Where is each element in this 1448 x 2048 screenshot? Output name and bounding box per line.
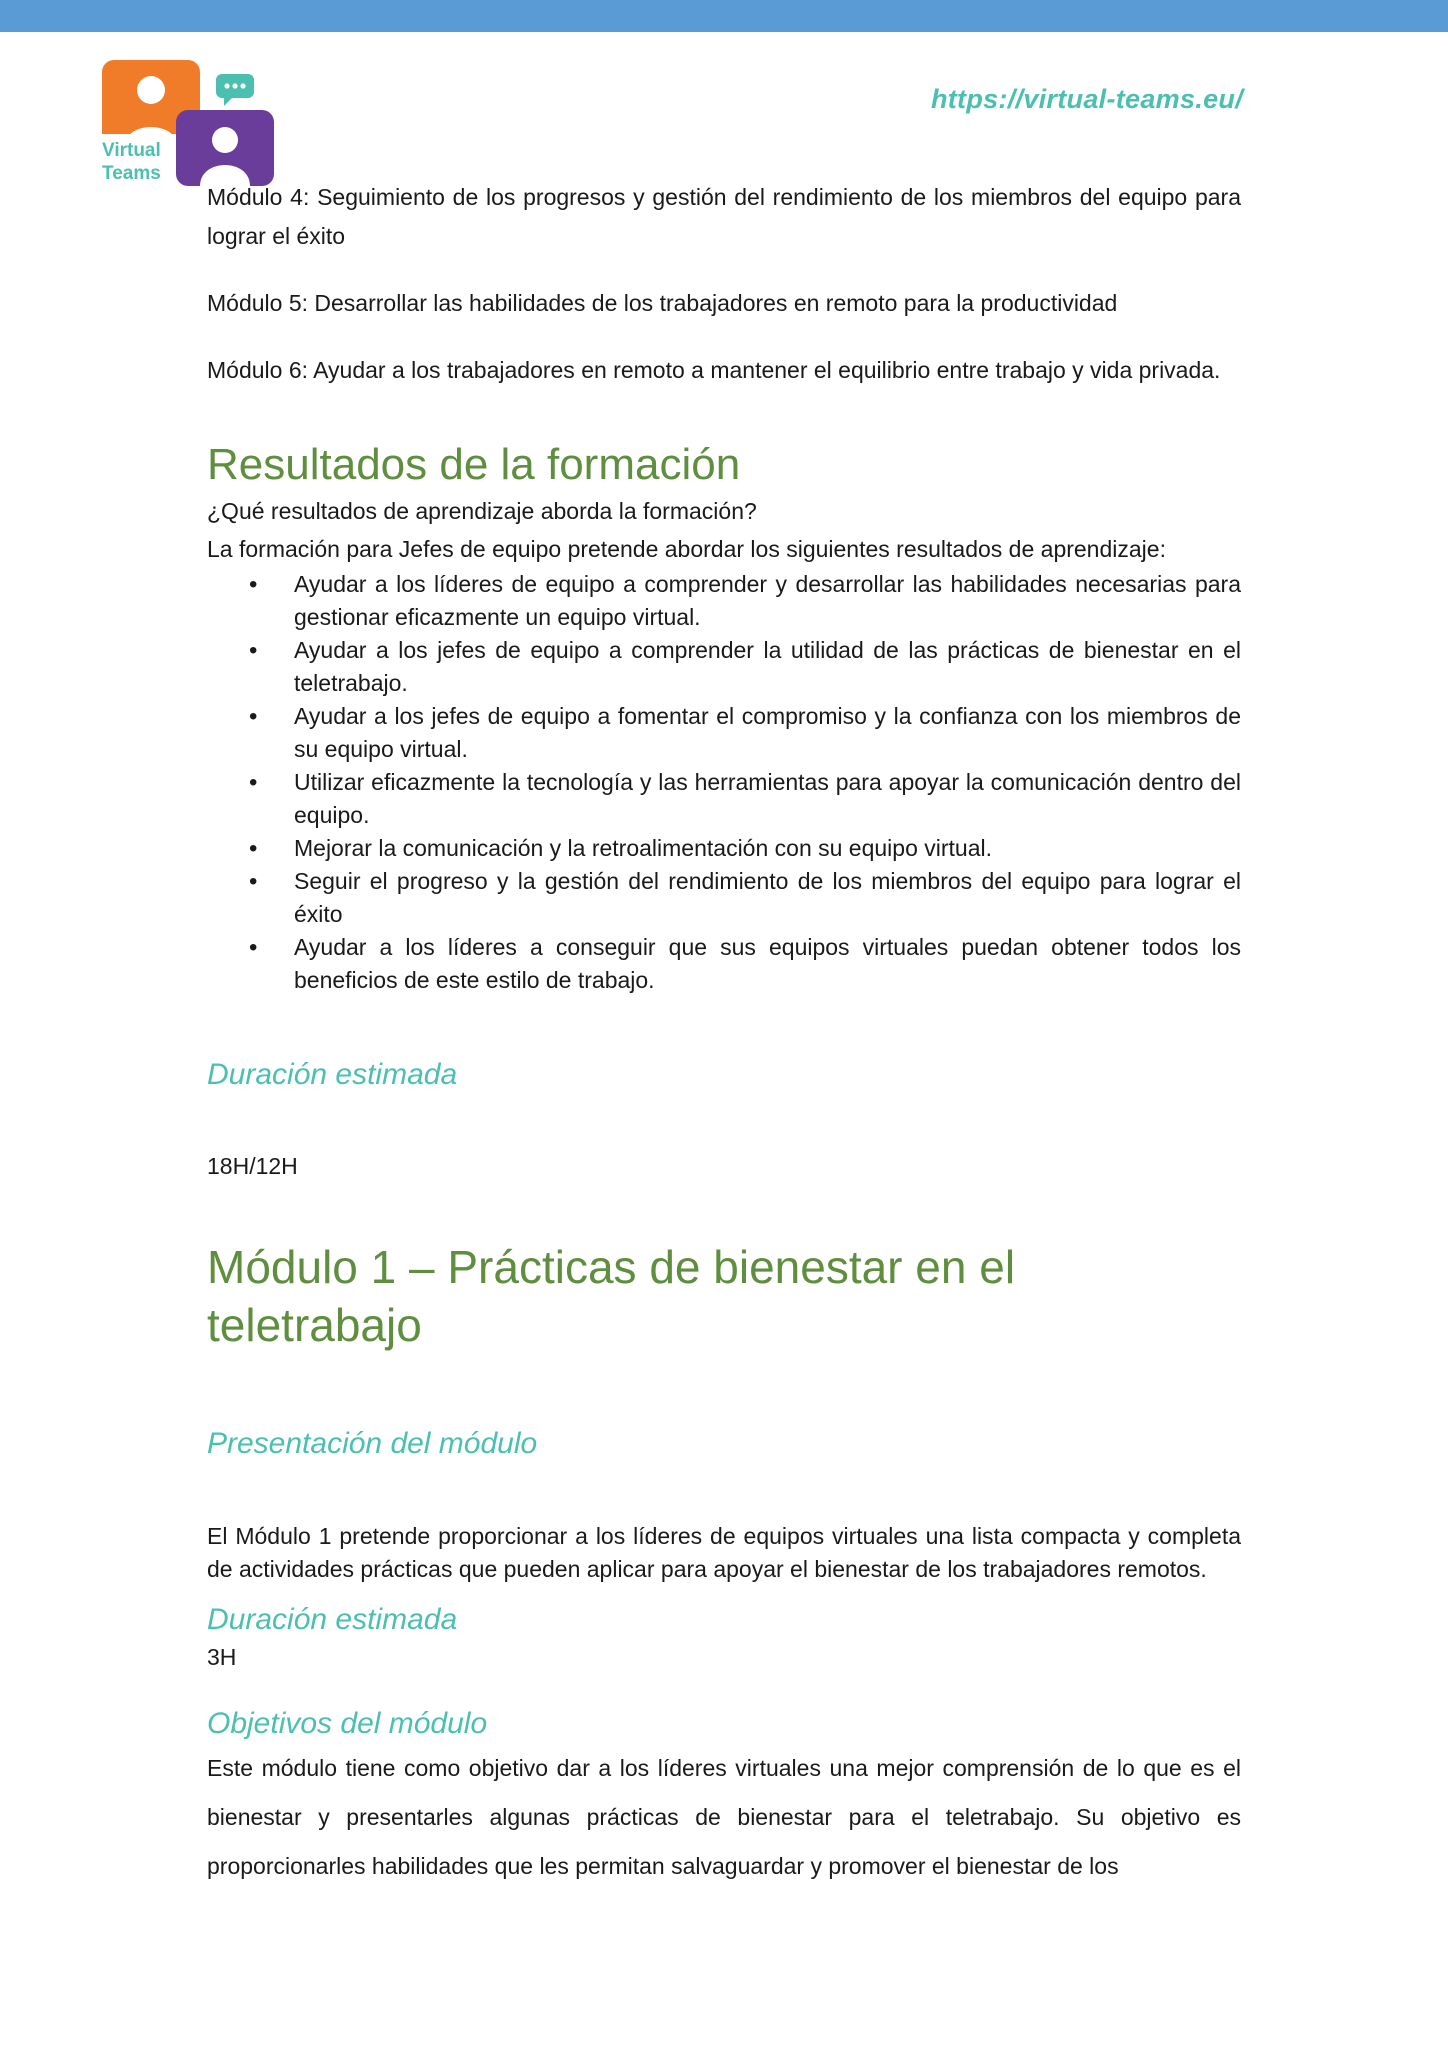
list-item: • Utilizar eficazmente la tecnología y las herramientas para apoyar la comunicación dentro del equipo. xyxy=(207,766,1241,832)
module-duration-heading: Duración estimada xyxy=(207,1603,458,1636)
learning-outcomes-list xyxy=(207,568,1241,997)
module-1-heading: Módulo 1 – Prácticas de bienestar en el teletrabajo xyxy=(207,1241,1016,1351)
results-intro: La formación para Jefes de equipo pretende abordar los siguientes resultados de aprendizaje: xyxy=(207,536,1166,562)
list-item: • Ayudar a los líderes de equipo a comprender y desarrollar las habilidades necesarias para gestionar eficazmente un equipo virtual. xyxy=(207,568,1241,634)
list-item: • Ayudar a los líderes a conseguir que sus equipos virtuales puedan obtener todos los beneficios de este estilo de trabajo. xyxy=(207,931,1241,997)
module-5-text: Módulo 5: Desarrollar las habilidades de los trabajadores en remoto para la productividad xyxy=(207,290,1118,316)
module-duration-value: 3H xyxy=(207,1644,237,1670)
list-item: • Mejorar la comunicación y la retroalimentación con su equipo virtual. xyxy=(207,832,1241,865)
list-item: • Ayudar a los jefes de equipo a fomentar el compromiso y la confianza con los miembros de su equipo virtual. xyxy=(207,700,1241,766)
module-objectives-text: Este módulo tiene como objetivo dar a los líderes virtuales una mejor comprensión de lo que es el bienestar y presentarles algunas prácticas de bienestar para el teletrabajo. Su objetivo es proporcionarles habilidades que les permitan salvaguardar y promover el bienestar de los xyxy=(207,1755,1241,1879)
logo-line2: Teams xyxy=(102,163,161,184)
results-heading: Resultados de la formación xyxy=(207,440,741,489)
results-question: ¿Qué resultados de aprendizaje aborda la formación? xyxy=(207,498,757,524)
list-item: • Seguir el progreso y la gestión del rendimiento de los miembros del equipo para lograr el éxito xyxy=(207,865,1241,931)
module-6-text: Módulo 6: Ayudar a los trabajadores en remoto a mantener el equilibrio entre trabajo y vida privada. xyxy=(207,357,1221,383)
document-body xyxy=(207,178,1241,1891)
logo-graphic-icon xyxy=(100,58,280,188)
list-item: • Ayudar a los jefes de equipo a comprender la utilidad de las prácticas de bienestar en el teletrabajo. xyxy=(207,634,1241,700)
module-objectives-heading: Objetivos del módulo xyxy=(207,1707,488,1740)
training-duration-value: 18H/12H xyxy=(207,1153,298,1179)
top-color-bar xyxy=(0,0,1448,32)
training-duration-heading: Duración estimada xyxy=(207,1058,458,1091)
module-4-text: Módulo 4: Seguimiento de los progresos y gestión del rendimiento de los miembros del equipo para lograr el éxito xyxy=(207,184,1241,249)
logo-line1: Virtual xyxy=(102,140,161,161)
site-url-link[interactable]: https://virtual-teams.eu/ xyxy=(930,84,1243,114)
module-presentation-heading: Presentación del módulo xyxy=(207,1427,538,1460)
virtual-teams-logo xyxy=(100,58,280,188)
module-presentation-text: El Módulo 1 pretende proporcionar a los líderes de equipos virtuales una lista compacta y completa de actividades prácticas que pueden aplicar para apoyar el bienestar de los trabajadores remotos. xyxy=(207,1523,1241,1582)
